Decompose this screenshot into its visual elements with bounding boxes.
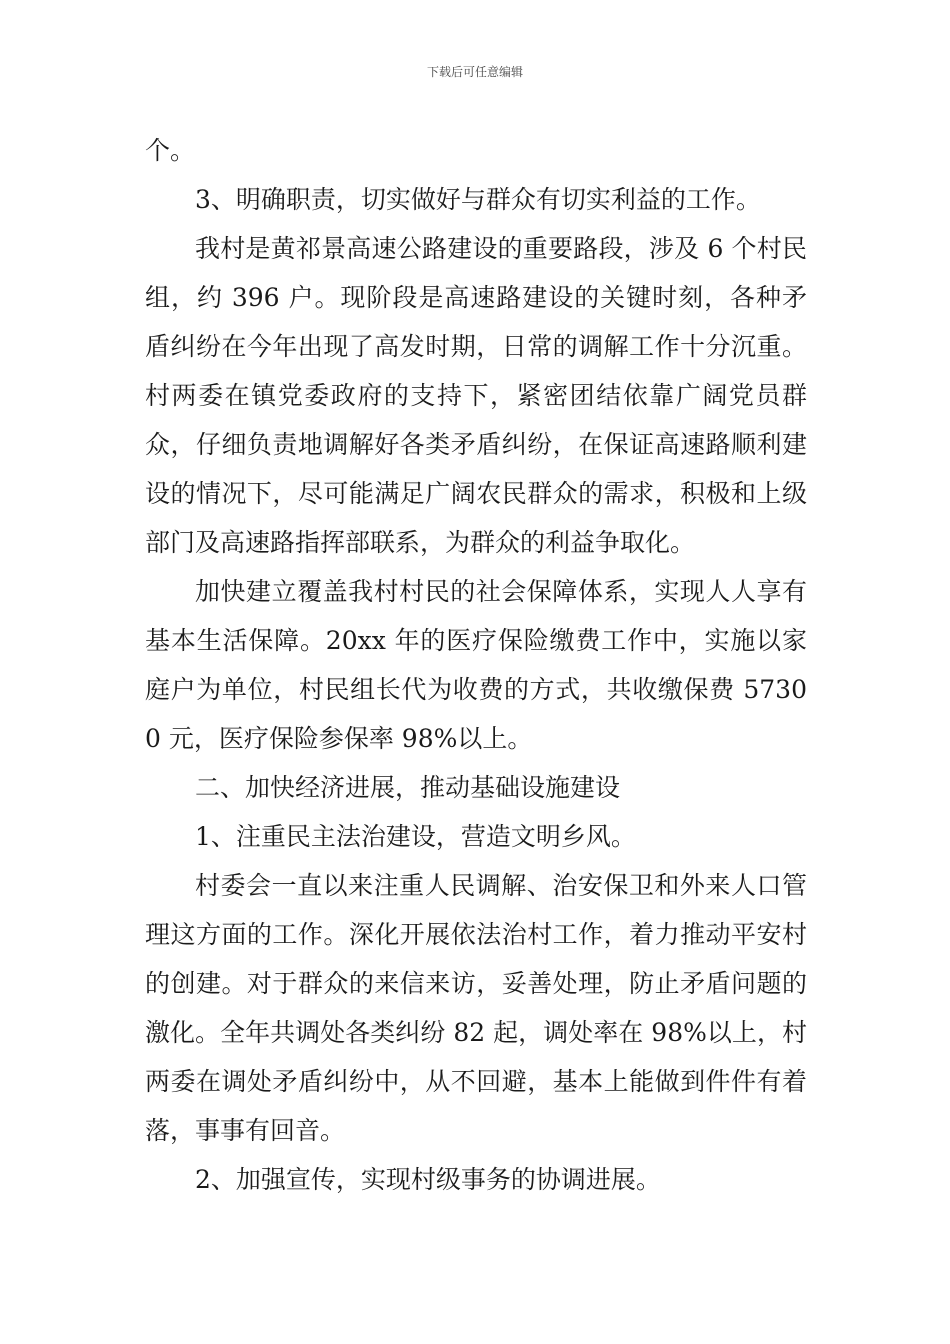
paragraph-item-2-heading: 2、加强宣传，实现村级事务的协调进展。 — [195, 1165, 661, 1194]
paragraph-item-1-heading: 1、注重民主法治建设，营造文明乡风。 — [195, 822, 636, 851]
page-header-note: 下载后可任意编辑 — [426, 65, 523, 79]
paragraph-continuation: 个。 — [145, 136, 196, 165]
paragraph-item-3-heading: 3、明确职责，切实做好与群众有切实利益的工作。 — [195, 185, 761, 214]
section-heading-economy: 二、加快经济进展，推动基础设施建设 — [195, 773, 621, 802]
document-body — [145, 126, 807, 1204]
paragraph-social-security: 加快建立覆盖我村村民的社会保障体系，实现人人享有基本生活保障。20xx 年的医疗保险缴费工作中，实施以家庭户为单位，村民组长代为收费的方式，共收缴保费 57300 元，医疗保险参保率 98%以上。 — [145, 577, 807, 753]
paragraph-rule-of-law: 村委会一直以来注重人民调解、治安保卫和外来人口管理这方面的工作。深化开展依法治村工作，着力推动平安村的创建。对于群众的来信来访，妥善处理，防止矛盾问题的激化。全年共调处各类纠纷 82 起，调处率在 98%以上，村两委在调处矛盾纠纷中，从不回避，基本上能做到件件有着落，事事有回音。 — [145, 871, 807, 1145]
paragraph-highway-mediation: 我村是黄祁景高速公路建设的重要路段，涉及 6 个村民组，约 396 户。现阶段是高速路建设的关键时刻，各种矛盾纠纷在今年出现了高发时期，日常的调解工作十分沉重。村两委在镇党委政府的支持下，紧密团结依靠广阔党员群众，仔细负责地调解好各类矛盾纠纷，在保证高速路顺利建设的情况下，尽可能满足广阔农民群众的需求，积极和上级部门及高速路指挥部联系，为群众的利益争取化。 — [145, 234, 807, 557]
